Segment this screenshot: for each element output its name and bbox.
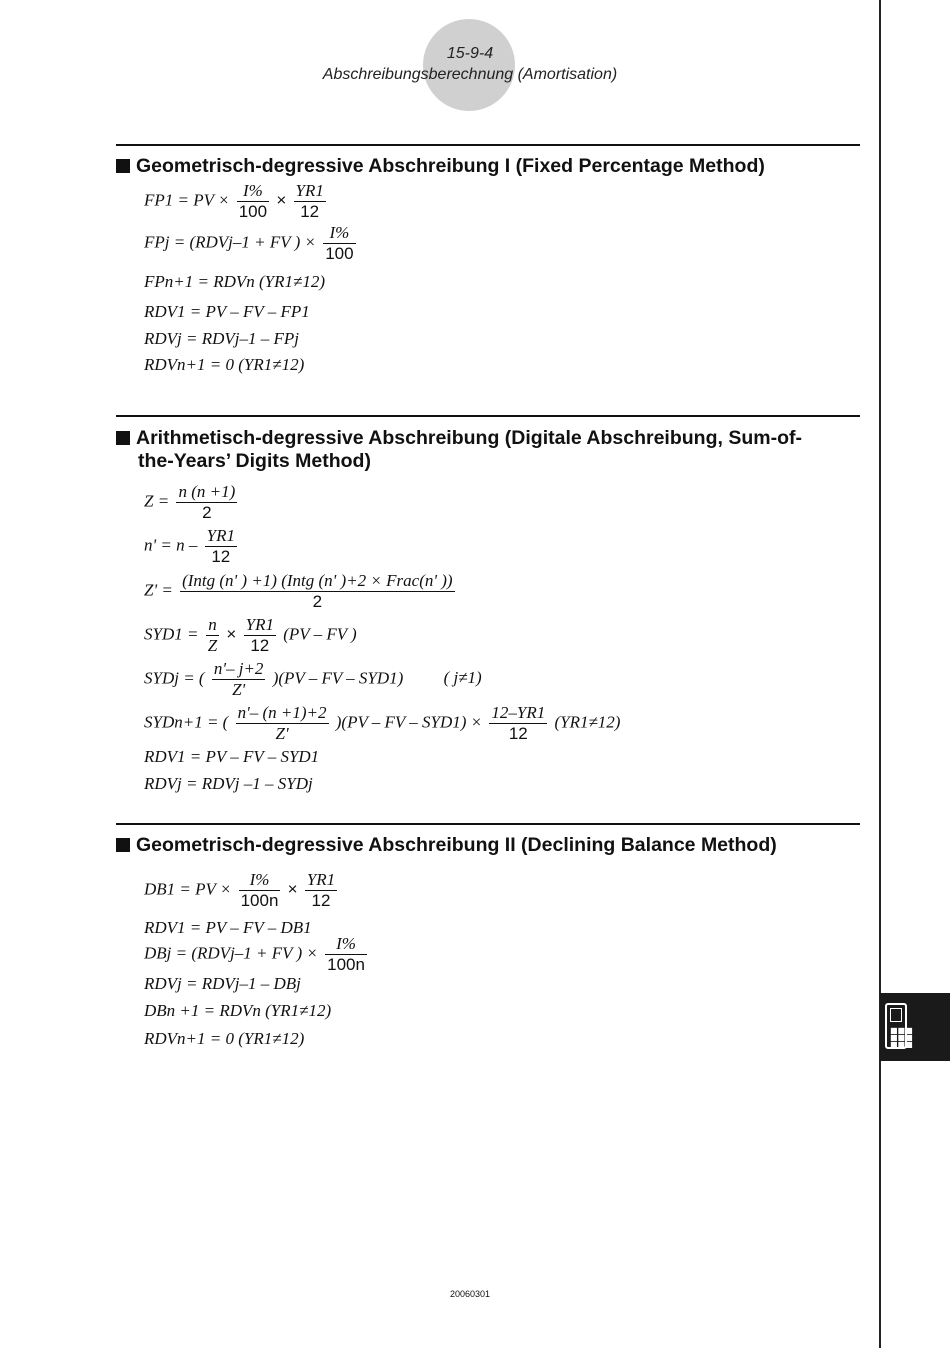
formula: SYD1 = $\frac{n}{Z}$ × $\frac{YR1}{12}$ (PV – FV ) [144,615,357,655]
formula: RDVj = RDVj–1 – FPj [144,329,300,348]
formula: Z' = $\frac{\text{(Intg (n' ) +1) (Intg (n' )+2 × Frac(n' ))}}{2}$ [144,571,453,611]
formula: SYDj = ( $\frac{n'- j+2}{Z'}$ )(PV – FV – SYD1) ( j≠1) [144,659,482,699]
page-number-badge [423,19,515,111]
formula: Z = $\frac{n (n +1)}{2}$ [144,482,236,522]
formula: RDVj = RDVj–1 – DBj [144,974,301,993]
formula: FPj = (RDVj–1 + FV ) × $\frac{I\%}{100}$ [144,223,354,263]
formula: RDVn+1 = 0 (YR1≠12) [144,1029,305,1048]
formula: RDVn+1 = 0 (YR1≠12) [144,355,305,374]
chapter-tab [880,993,950,1061]
formula: FPn+1 = RDVn (YR1≠12) [144,272,325,291]
formula: RDV1 = PV – FV – FP1 [144,302,310,321]
section-rule [116,415,860,417]
section-rule [116,144,860,146]
formula: RDVj = RDVj –1 – SYDj [144,774,313,793]
formula: FP1 = PV × $\frac{I\%}{100}$ × $\frac{YR1}{12}$ [144,181,324,221]
section-heading: Geometrisch-degressive Abschreibung I (Fixed Percentage Method) [116,155,765,178]
section-heading-continued: the-Years’ Digits Method) [138,450,371,472]
calculator-icon: ■■■ ■■■ ■■■ [885,1003,907,1049]
section-rule [116,823,860,825]
formula: DBj = (RDVj–1 + FV ) × $\frac{I\%}{100n}$ [144,934,365,974]
section-heading: Arithmetisch-degressive Abschreibung (Digitale Abschreibung, Sum-of- [116,427,802,450]
formula: DBn +1 = RDVn (YR1≠12) [144,1001,332,1020]
formula: RDV1 = PV – FV – SYD1 [144,747,320,766]
formula: DB1 = PV × $\frac{I\%}{100n}$ × $\frac{YR1}{12}$ [144,870,336,910]
page-title: Abschreibungsberechnung (Amortisation) [322,66,618,83]
footer-code: 20060301 [449,1289,491,1299]
formula: n' = n – $\frac{YR1}{12}$ [144,526,235,566]
formula: RDV1 = PV – FV – DB1 [144,918,312,937]
formula: SYDn+1 = ( $\frac{n'- (n +1)+2}{Z'}$ )(PV – FV – SYD1) × $\frac{12-YR1}{12}$ (YR1≠12) [144,703,621,743]
section-heading: Geometrisch-degressive Abschreibung II (Declining Balance Method) [116,834,777,857]
page-edge-line [879,0,881,1348]
page-number: 15-9-4 [446,45,494,62]
